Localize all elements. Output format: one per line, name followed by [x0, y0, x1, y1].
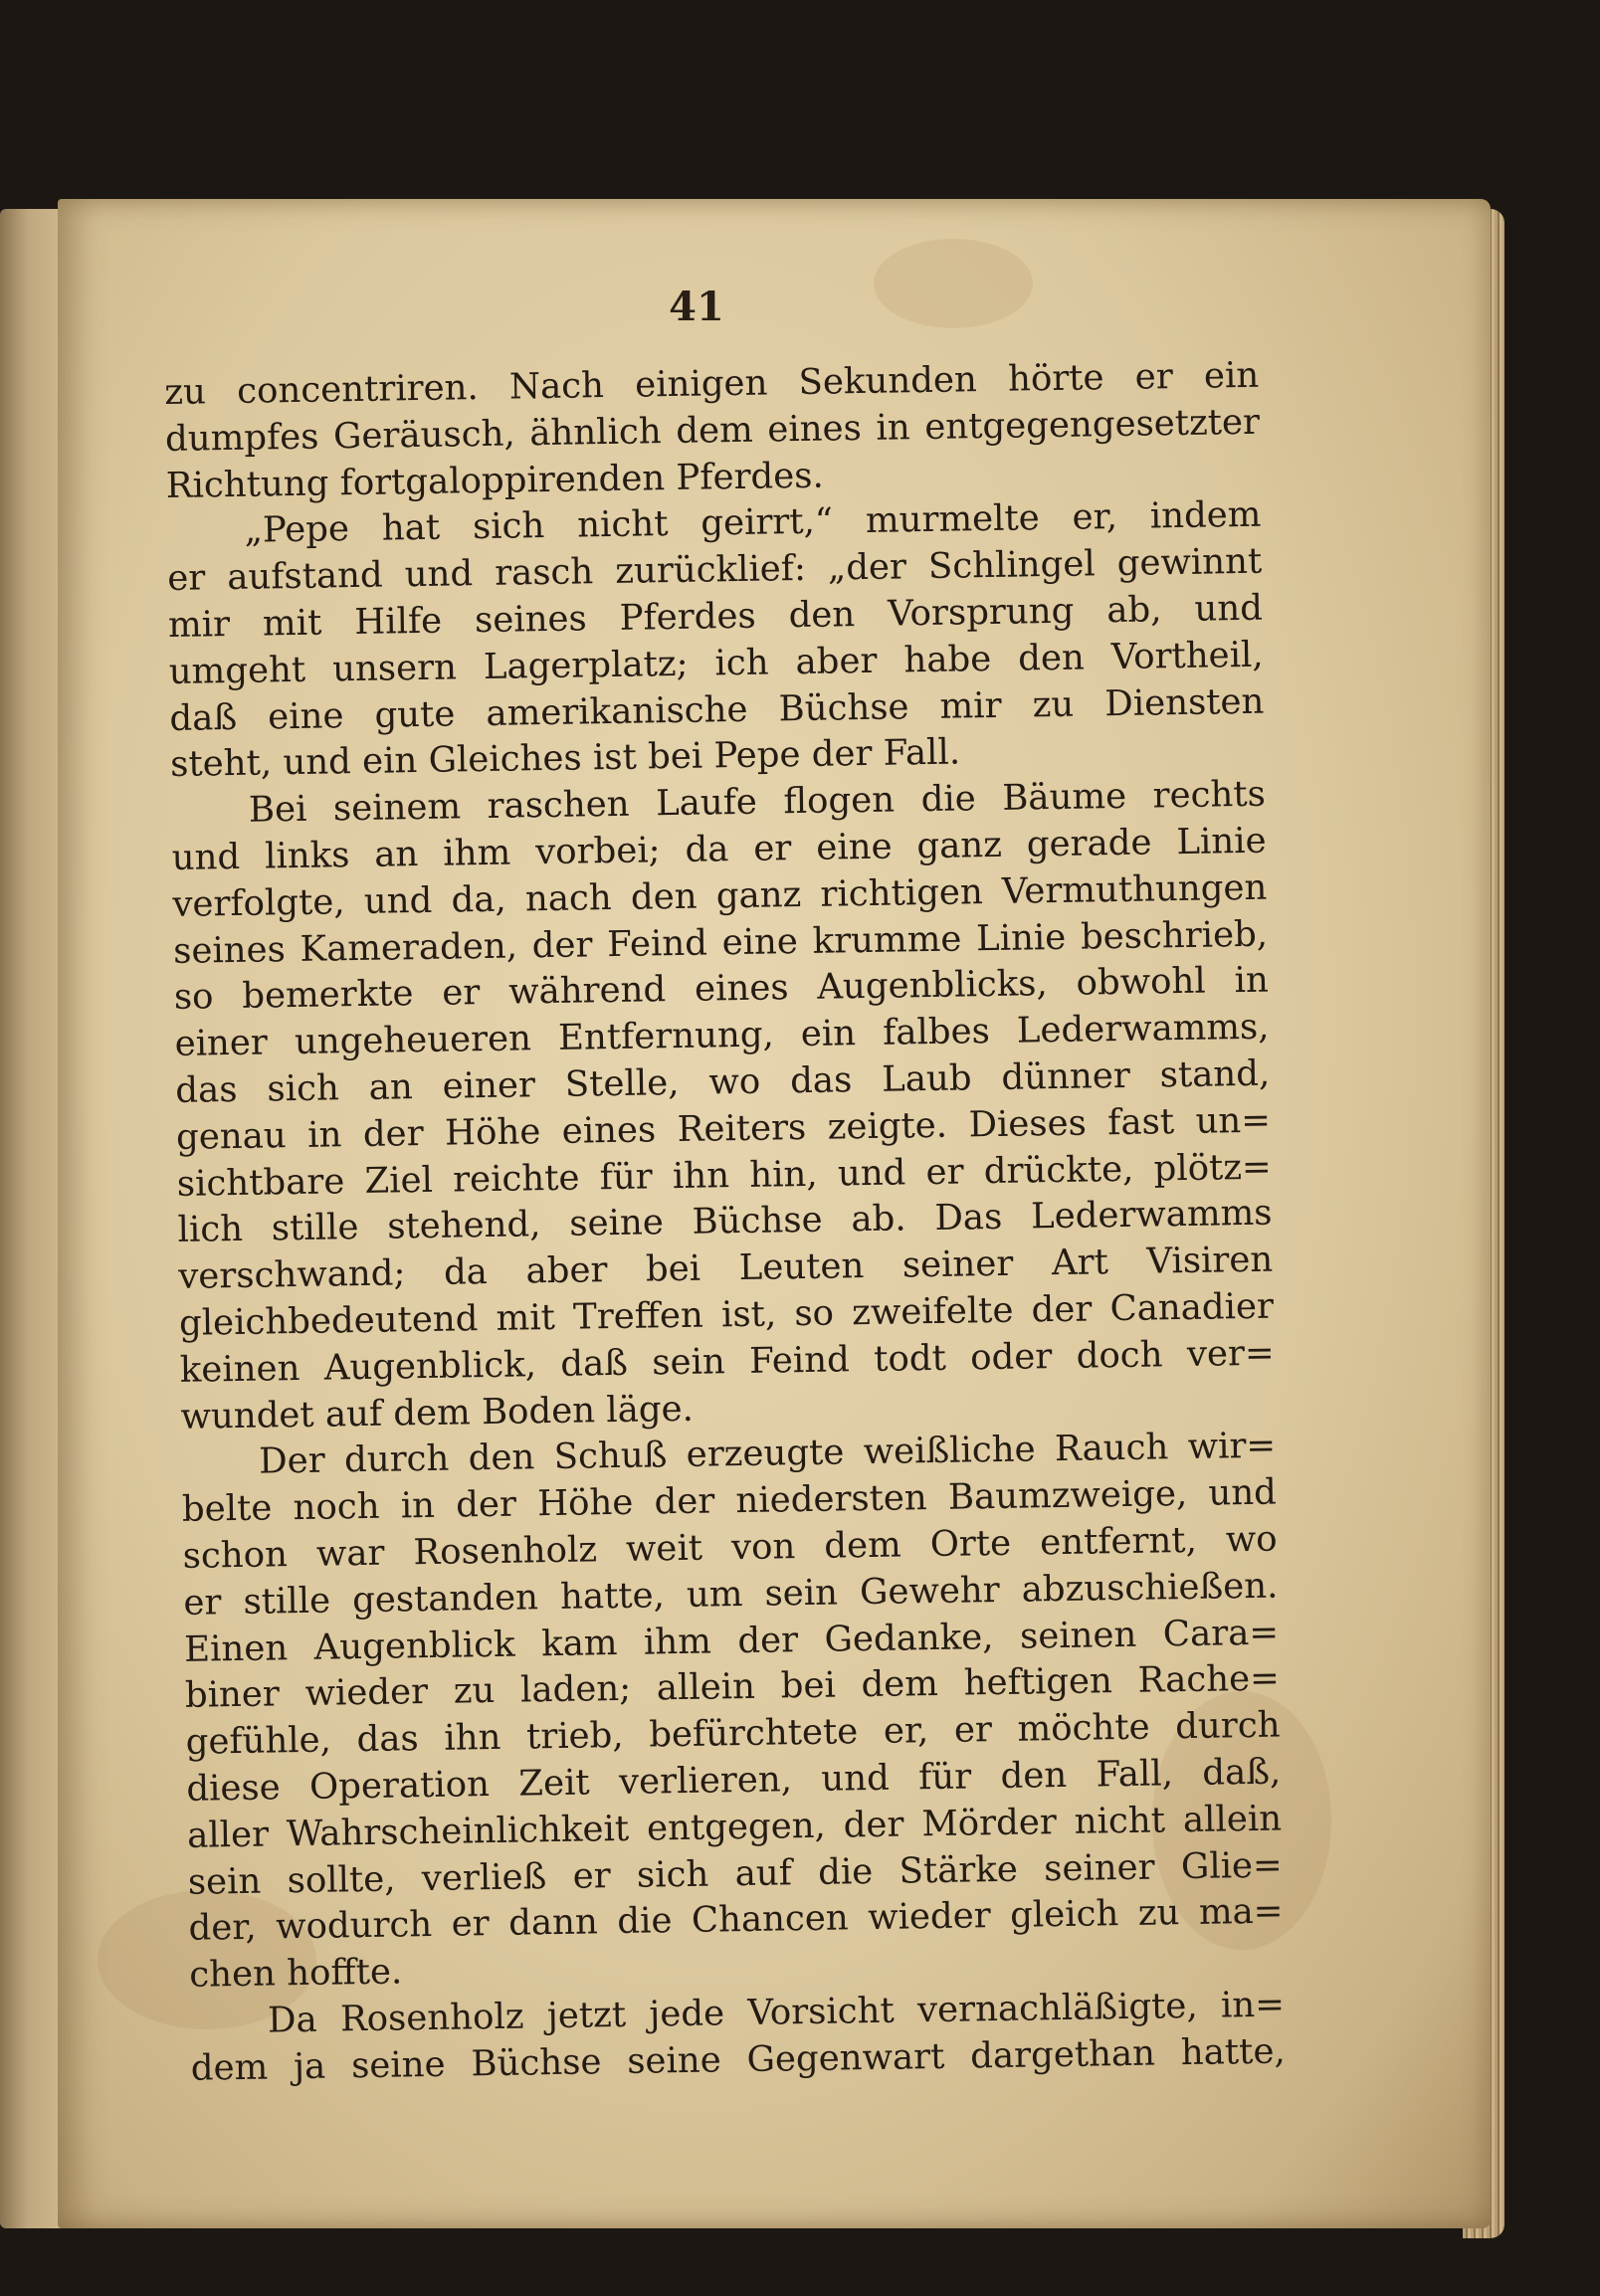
text-line: „Pepe hat sich nicht geirrt,“ murmelte er, indem [244, 494, 1262, 552]
text-line: seines Kameraden, der Feind eine krumme Linie beschrieb, [172, 913, 1269, 972]
text-line: dem ja seine Büchse seine Gegenwart dargethan hatte, [190, 2030, 1287, 2089]
text-line: aller Wahrscheinlichkeit entgegen, der Mörder nicht allein [186, 1798, 1283, 1856]
text-line: und links an ihm vorbei; da er eine ganz gerade Linie [171, 820, 1267, 878]
text-line: sichtbare Ziel reichte für ihn hin, und er drückte, plötz= [176, 1146, 1273, 1205]
text-line: daß eine gute amerikanische Büchse mir zu Diensten [169, 680, 1265, 739]
text-line: Richtung fortgaloppirenden Pferdes. [165, 455, 825, 506]
text-line: mir mit Hilfe seines Pferdes den Vorsprung ab, und [167, 587, 1264, 646]
text-line: steht, und ein Gleiches ist bei Pepe der Fall. [169, 731, 961, 786]
text-line: genau in der Höhe eines Reiters zeigte. Dieses fast un= [175, 1099, 1272, 1158]
book-spread [0, 90, 1522, 2238]
text-line: gefühle, das ihn trieb, befürchtete er, er möchte durch [185, 1704, 1281, 1763]
body-text [164, 353, 1286, 2093]
text-line: biner wieder zu laden; allein bei dem heftigen Rache= [184, 1657, 1281, 1717]
text-line: dumpfes Geräusch, ähnlich dem eines in entgegengesetzter [164, 401, 1261, 460]
text-line: keinen Augenblick, daß sein Feind todt oder doch ver= [179, 1332, 1275, 1391]
text-line: schon war Rosenholz weit von dem Orte entfernt, wo [182, 1518, 1278, 1577]
text-line: einer ungeheueren Entfernung, ein falbes Lederwamms, [174, 1006, 1270, 1065]
text-line: zu concentriren. Nach einigen Sekunden hörte er ein [164, 354, 1260, 413]
text-line: Einen Augenblick kam ihm der Gedanke, seinen Cara= [183, 1612, 1280, 1670]
text-line: der, wodurch er dann die Chancen wieder gleich zu ma= [188, 1890, 1284, 1950]
text-line: diese Operation Zeit verlieren, und für den Fall, daß, [186, 1751, 1282, 1810]
text-line: Der durch den Schuß erzeugte weißliche Rauch wir= [258, 1425, 1277, 1482]
text-line: umgeht unsern Lagerplatz; ich aber habe den Vortheil, [168, 634, 1264, 692]
text-line: belte noch in der Höhe der niedersten Baumzweige, und [181, 1471, 1278, 1530]
text-line: verschwand; da aber bei Leuten seiner Art Visiren [177, 1239, 1274, 1298]
text-line: sein sollte, verließ er sich auf die Stärke seiner Glie= [187, 1844, 1284, 1903]
text-line: Da Rosenholz jetzt jede Vorsicht vernachläßigte, in= [267, 1984, 1286, 2041]
paper-stain [874, 239, 1033, 328]
text-line: chen hoffte. [189, 1951, 403, 1996]
text-line: das sich an einer Stelle, wo das Laub dünner stand, [175, 1052, 1271, 1111]
text-line: verfolgte, und da, nach den ganz richtigen Vermuthungen [172, 866, 1268, 925]
text-line: er aufstand und rasch zurücklief: „der Schlingel gewinnt [166, 540, 1263, 600]
text-line: lich stille stehend, seine Büchse ab. Das Lederwamms [177, 1192, 1273, 1251]
text-line: Bei seinem raschen Laufe flogen die Bäume rechts [248, 773, 1267, 831]
text-line: wundet auf dem Boden läge. [180, 1388, 695, 1437]
text-line: gleichbedeutend mit Treffen ist, so zweifelte der Canadier [178, 1285, 1275, 1344]
text-line: er stille gestanden hatte, um sein Gewehr abzuschießen. [183, 1565, 1279, 1624]
text-line: so bemerkte er während eines Augenblicks, obwohl in [173, 960, 1270, 1019]
page-number: 41 [669, 284, 724, 330]
